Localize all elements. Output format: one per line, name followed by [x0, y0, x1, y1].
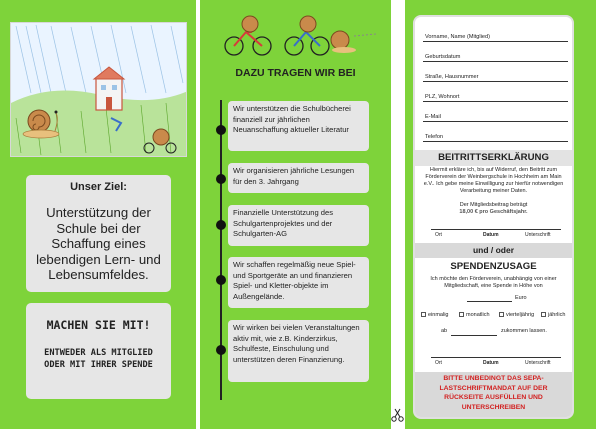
- amount-field[interactable]: [467, 301, 512, 302]
- membership-form: Vorname, Name (Mitglied) Geburtsdatum Straße, Hausnummer PLZ, Wohnort E-Mail Telefon BEITRITTSERKLÄRUNG Hiermit erkläre ich, bis auf Widerruf, den Beitritt zum Förderverein der Weinbergschule in Hochheim am Main e.V.. Ich gebe meine Einwilligung zur hierfür notwendigen Verarbeitung meiner Daten. Der Mitgliedsbeitrag beträgt 18,00 € pro Geschäftsjahr. Ort Datum Unterschrift und / oder SPENDENZUSAGE Ich möchte den Förderverein, unabhängig von einer Mitgliedschaft, eine Spende in Höhe von Euro einmalig monatlich vierteljährig jährlich ab zukommen lassen. Ort Datum Unterschrift BITTE UNBEDINGT DAS SEPA-LASTSCHRIFTMANDAT AUF DER RÜCKSEITE AUSFÜLLEN UND UNTERSCHREIBEN: [413, 15, 574, 419]
- timeline-dot: [216, 174, 226, 184]
- cta-title: MACHEN SIE MIT!: [46, 318, 151, 332]
- start-date-field[interactable]: [451, 335, 497, 336]
- timeline-item: Wir schaffen regelmäßig neue Spiel- und Sportgeräte an und finanzieren Spiel- und Kletter-objekte im Außengelände.: [228, 257, 369, 308]
- name-field[interactable]: Vorname, Name (Mitglied): [423, 25, 568, 42]
- timeline-item: Wir organisieren jährliche Lesungen für den 3. Jahrgang: [228, 163, 369, 193]
- timeline-item: Wir wirken bei vielen Veranstaltungen aktiv mit, wie z.B. Kinderzirkus, Schulfeste, Einschulung und unterstützen deren Finanzierung.: [228, 320, 369, 382]
- timeline-item: Finanzielle Unterstützung des Schulgartenprojektes und der Schulgarten-AG: [228, 205, 369, 246]
- start-suffix: zukommen lassen.: [501, 328, 547, 334]
- phone-field[interactable]: Telefon: [423, 125, 568, 142]
- checkbox[interactable]: [421, 312, 426, 317]
- timeline-line: [220, 100, 222, 400]
- timeline-dot: [216, 220, 226, 230]
- scissors-icon: [391, 408, 404, 422]
- timeline-dot: [216, 345, 226, 355]
- checkbox[interactable]: [459, 312, 464, 317]
- option-once[interactable]: einmalig: [421, 312, 448, 318]
- checkbox[interactable]: [499, 312, 504, 317]
- option-quarterly[interactable]: vierteljährig: [499, 312, 534, 318]
- fee-label: Der Mitgliedsbeitrag beträgt: [459, 202, 528, 208]
- donation-title: SPENDENZUSAGE: [450, 261, 537, 272]
- cta-card: [26, 303, 171, 399]
- cta-text: ENTWEDER ALS MITGLIED ODER MIT IHRER SPENDE: [44, 348, 153, 370]
- option-yearly[interactable]: jährlich: [541, 312, 565, 318]
- children-drawing: [10, 22, 187, 157]
- donation-signature-line[interactable]: [431, 357, 561, 358]
- option-monthly[interactable]: monatlich: [459, 312, 490, 318]
- left-panel: [0, 0, 196, 429]
- membership-signature-line[interactable]: [431, 229, 561, 230]
- membership-title: BEITRITTSERKLÄRUNG: [415, 150, 572, 166]
- goal-label: Unser Ziel:: [70, 181, 127, 193]
- timeline-dot: [216, 125, 226, 135]
- sepa-notice: BITTE UNBEDINGT DAS SEPA-LASTSCHRIFTMANDAT AUF DER RÜCKSEITE AUSFÜLLEN UND UNTERSCHREIBEN: [439, 375, 548, 411]
- donation-text: Ich möchte den Förderverein, unabhängig von einer Mitgliedschaft, eine Spende in Höhe von: [430, 276, 557, 289]
- goal-text: Unterstützung der Schule bei der Schaffung eines lebendigen Lern- und Lebensumfeldes.: [36, 205, 161, 282]
- city-field[interactable]: PLZ, Wohnort: [423, 85, 568, 102]
- or-label: und / oder: [415, 243, 572, 258]
- contribution-heading: DAZU TRAGEN WIR BEI: [235, 67, 356, 79]
- fee-value: 18,00 € pro Geschäftsjahr.: [459, 209, 528, 215]
- membership-text: Hiermit erkläre ich, bis auf Widerruf, den Beitritt zum Förderverein der Weinbergschule in Hochheim am Main e.V.. Ich gebe meine Einwilligung zur hierfür notwendigen Verarbeitung meiner Daten.: [423, 167, 564, 194]
- timeline-dot: [216, 275, 226, 285]
- start-prefix: ab: [441, 328, 448, 334]
- snails-on-bicycle: [220, 10, 380, 60]
- euro-label: Euro: [515, 295, 527, 301]
- timeline-item: Wir unterstützen die Schulbücherei finanziell zur jährlichen Neuanschaffung aktueller Literatur: [228, 101, 369, 151]
- middle-panel: [200, 0, 391, 429]
- checkbox[interactable]: [541, 312, 546, 317]
- street-field[interactable]: Straße, Hausnummer: [423, 65, 568, 82]
- email-field[interactable]: E-Mail: [423, 105, 568, 122]
- birthdate-field[interactable]: Geburtsdatum: [423, 45, 568, 62]
- goal-card: [26, 175, 171, 292]
